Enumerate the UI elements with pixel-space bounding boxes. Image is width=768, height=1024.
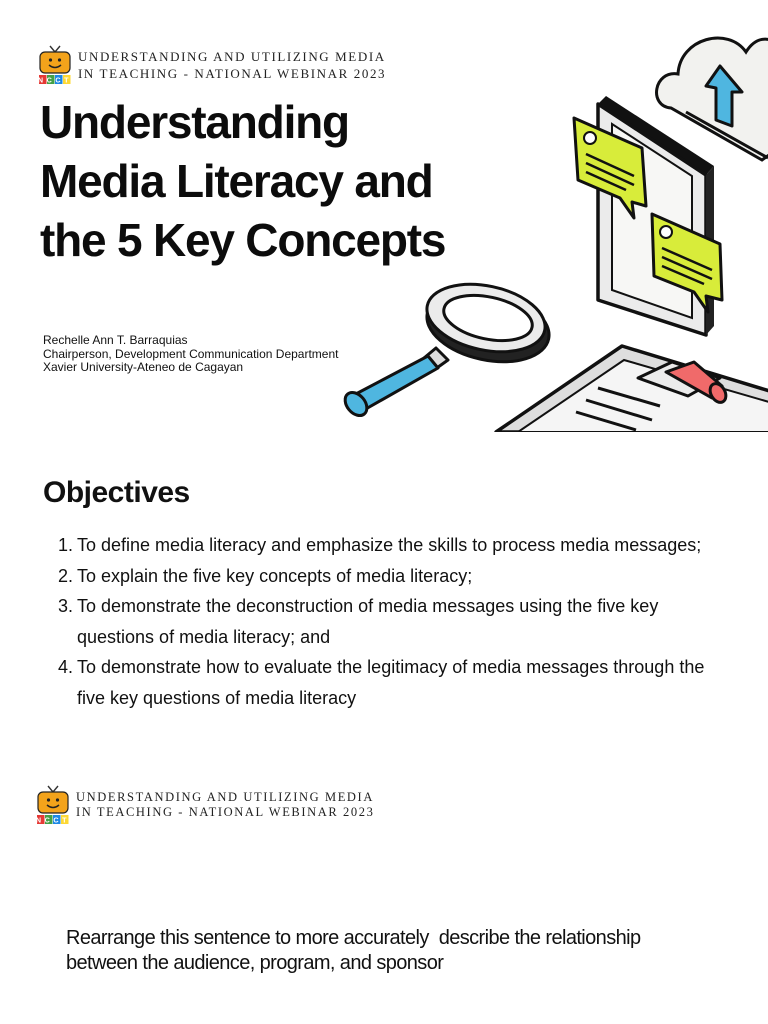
list-number: 1. — [58, 535, 74, 555]
title-line-1: Understanding — [40, 96, 349, 148]
clipboard-icon — [496, 346, 768, 432]
objectives-heading: Objectives — [43, 476, 190, 509]
list-text: To demonstrate the deconstruction of media messages using the five key questions of media literacy; and — [77, 596, 659, 647]
presenter-role: Chairperson, Development Communication Department — [43, 346, 339, 361]
tv-logo-icon — [38, 44, 72, 86]
presenter-info — [43, 334, 338, 375]
prompt-line-1: Rearrange this sentence to more accurately describe the relationship — [66, 927, 641, 949]
list-number: 3. — [58, 596, 74, 616]
magnifying-glass-icon — [341, 274, 556, 420]
webinar-brand — [36, 784, 374, 826]
logo-text: NCCT — [38, 75, 72, 85]
title-line-3: the 5 Key Concepts — [40, 214, 446, 266]
brand-line-2: IN TEACHING - NATIONAL WEBINAR 2023 — [76, 805, 375, 819]
list-item — [58, 591, 708, 652]
list-item — [58, 652, 708, 713]
list-item — [58, 561, 708, 592]
logo-text: NCCT — [36, 815, 70, 825]
list-number: 4. — [58, 657, 74, 677]
title-slide — [0, 0, 768, 432]
title-line-2: Media Literacy and — [40, 155, 433, 207]
brand-text — [76, 790, 374, 820]
brand-line-1: UNDERSTANDING AND UTILIZING MEDIA — [78, 49, 386, 64]
list-text: To demonstrate how to evaluate the legitimacy of media messages through the five key questions of media literacy — [77, 657, 705, 708]
webinar-brand — [38, 44, 386, 86]
brand-line-1: UNDERSTANDING AND UTILIZING MEDIA — [76, 790, 374, 804]
list-number: 2. — [58, 565, 74, 586]
objectives-list — [58, 530, 708, 713]
tv-logo-icon — [36, 784, 70, 826]
list-item — [58, 530, 708, 561]
presenter-name: Rechelle Ann T. Barraquias — [43, 333, 188, 347]
prompt-line-2: between the audience, program, and sponsor — [66, 952, 444, 974]
media-illustration — [336, 0, 768, 432]
presenter-org: Xavier University-Ateneo de Cagayan — [43, 360, 244, 374]
rearrange-prompt — [66, 926, 716, 976]
list-text: To explain the five key concepts of media literacy; — [77, 565, 473, 586]
list-text: To define media literacy and emphasize the skills to process media messages; — [77, 535, 702, 555]
brand-line-2: IN TEACHING - NATIONAL WEBINAR 2023 — [78, 66, 387, 81]
